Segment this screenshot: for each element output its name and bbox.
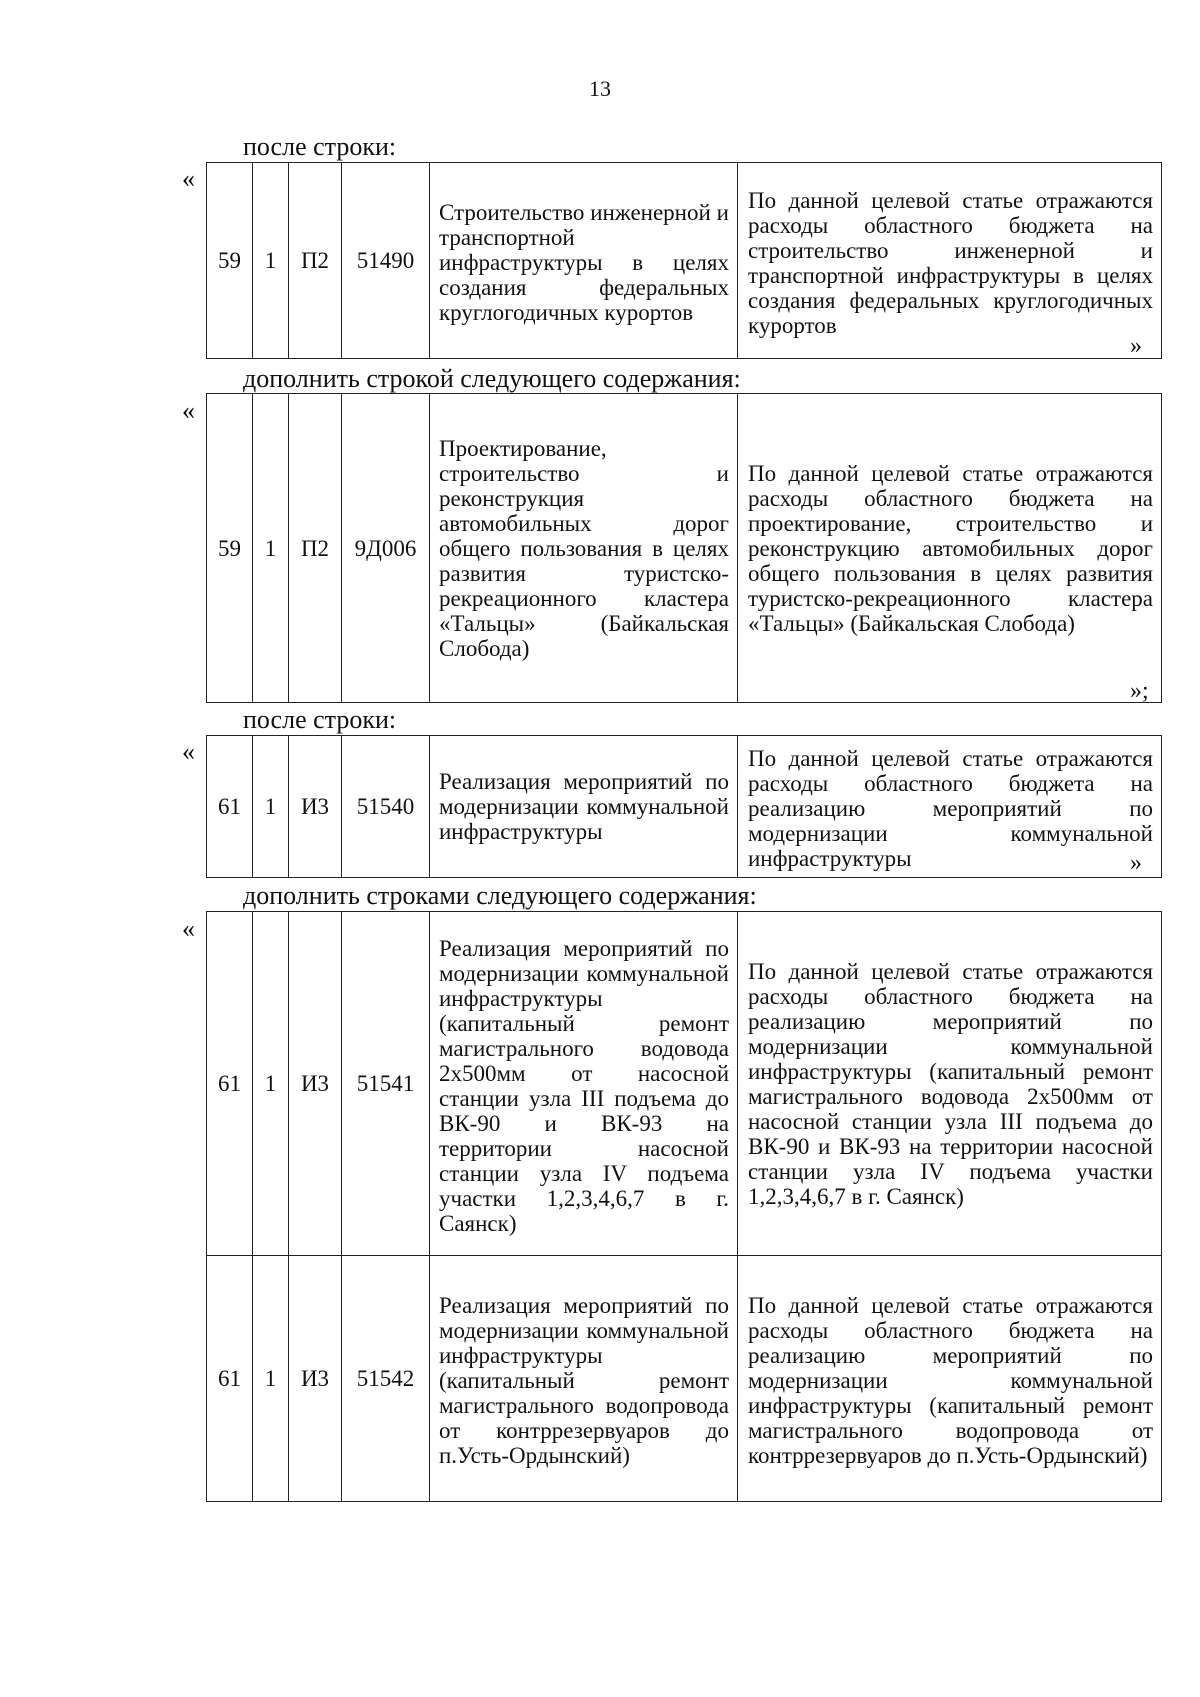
article-code: 51490 [342, 163, 430, 359]
block-1-intro: после строки: [243, 132, 397, 161]
article-code: 9Д006 [342, 394, 430, 703]
article-name: Строительство инженерной и транспортной инфраструктуры в целях создания федеральных круглогодичных курортов [430, 163, 738, 359]
block-2-open-quote: « [182, 396, 195, 425]
block-4-open-quote: « [182, 914, 195, 943]
article-description: По данной целевой статье отражаются расходы областного бюджета на проектирование, строительство и реконструкцию автомобильных дорог общего пользования в целях развития туристско-рекреационного кластера «Тальцы» (Байкальская Слобода) [738, 394, 1162, 703]
program-code: И3 [289, 1256, 342, 1502]
table-row [207, 912, 1162, 1256]
block-2-close-quote: »; [1130, 678, 1149, 704]
article-description: По данной целевой статье отражаются расходы областного бюджета на строительство инженерной и транспортной инфраструктуры в целях создания федеральных круглогодичных курортов [738, 163, 1162, 359]
table-row [207, 1256, 1162, 1502]
article-name: Реализация мероприятий по модернизации коммунальной инфраструктуры (капитальный ремонт магистрального водовода 2х500мм от насосной станции узла III подъема до ВК-90 и ВК-93 на территории насосной станции узла IV подъема участки 1,2,3,4,6,7 в г. Саянск) [430, 912, 738, 1256]
block-4-intro: дополнить строками следующего содержания: [243, 881, 757, 910]
article-code: 51541 [342, 912, 430, 1256]
program-code: П2 [289, 163, 342, 359]
program-code: И3 [289, 736, 342, 878]
article-code: 51542 [342, 1256, 430, 1502]
table-row [207, 394, 1162, 703]
section-code: 61 [207, 736, 253, 878]
program-code: И3 [289, 912, 342, 1256]
article-code: 51540 [342, 736, 430, 878]
block-3-open-quote: « [182, 737, 195, 766]
block-3-table [206, 735, 1162, 878]
page-number: 13 [589, 76, 611, 101]
subsection-code: 1 [253, 912, 289, 1256]
section-code: 61 [207, 1256, 253, 1502]
block-2-table [206, 393, 1162, 703]
block-4-table [206, 911, 1162, 1502]
subsection-code: 1 [253, 736, 289, 878]
table-row [207, 736, 1162, 878]
section-code: 59 [207, 394, 253, 703]
article-name: Реализация мероприятий по модернизации коммунальной инфраструктуры (капитальный ремонт магистрального водопровода от контррезервуаров до п.Усть-Ордынский) [430, 1256, 738, 1502]
subsection-code: 1 [253, 163, 289, 359]
block-1-table [206, 162, 1162, 359]
block-3-close-quote: » [1130, 850, 1142, 876]
block-1-open-quote: « [182, 164, 195, 193]
subsection-code: 1 [253, 1256, 289, 1502]
section-code: 59 [207, 163, 253, 359]
block-2-intro: дополнить строкой следующего содержания: [243, 364, 741, 393]
article-description: По данной целевой статье отражаются расходы областного бюджета на реализацию мероприятий по модернизации коммунальной инфраструктуры (капитальный ремонт магистрального водопровода от контррезервуаров до п.Усть-Ордынский) [738, 1256, 1162, 1502]
block-1-close-quote: » [1130, 333, 1142, 359]
table-row [207, 163, 1162, 359]
section-code: 61 [207, 912, 253, 1256]
article-description: По данной целевой статье отражаются расходы областного бюджета на реализацию мероприятий по модернизации коммунальной инфраструктуры [738, 736, 1162, 878]
program-code: П2 [289, 394, 342, 703]
article-name: Проектирование, строительство и реконструкция автомобильных дорог общего пользования в целях развития туристско-рекреационного кластера «Тальцы» (Байкальская Слобода) [430, 394, 738, 703]
subsection-code: 1 [253, 394, 289, 703]
article-description: По данной целевой статье отражаются расходы областного бюджета на реализацию мероприятий по модернизации коммунальной инфраструктуры (капитальный ремонт магистрального водовода 2х500мм от насосной станции узла III подъема до ВК-90 и ВК-93 на территории насосной станции узла IV подъема участки 1,2,3,4,6,7 в г. Саянск) [738, 912, 1162, 1256]
article-name: Реализация мероприятий по модернизации коммунальной инфраструктуры [430, 736, 738, 878]
block-3-intro: после строки: [243, 705, 397, 734]
